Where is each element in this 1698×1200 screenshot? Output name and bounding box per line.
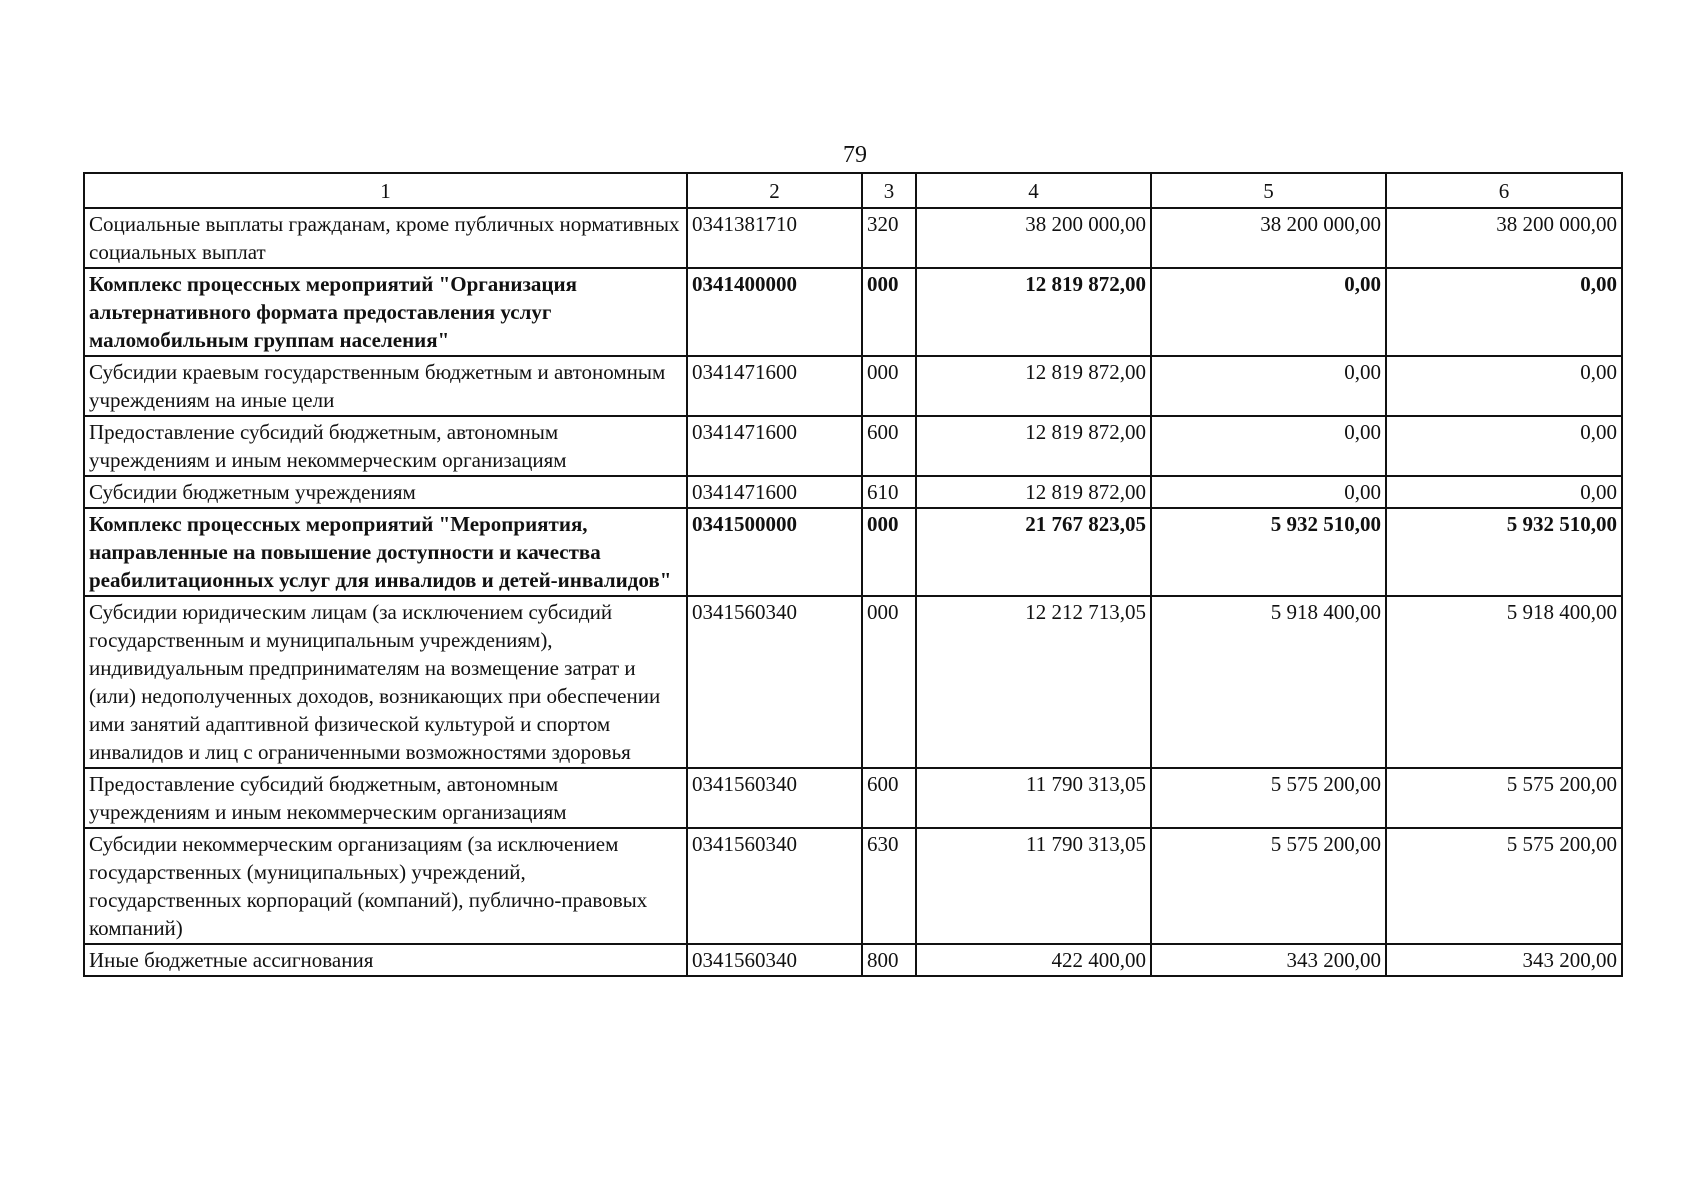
expense-type-code: 610 bbox=[862, 476, 916, 508]
amount-col-5: 0,00 bbox=[1151, 268, 1386, 356]
amount-col-5: 343 200,00 bbox=[1151, 944, 1386, 976]
amount-col-5: 0,00 bbox=[1151, 416, 1386, 476]
target-article-code: 0341500000 bbox=[687, 508, 862, 596]
expense-type-code: 600 bbox=[862, 416, 916, 476]
item-name: Субсидии бюджетным учреждениям bbox=[84, 476, 687, 508]
expense-type-code: 000 bbox=[862, 356, 916, 416]
target-article-code: 0341560340 bbox=[687, 944, 862, 976]
amount-col-4: 12 819 872,00 bbox=[916, 476, 1151, 508]
table-row bbox=[84, 356, 1622, 416]
table-row bbox=[84, 208, 1622, 268]
amount-col-5: 5 575 200,00 bbox=[1151, 828, 1386, 944]
amount-col-4: 12 212 713,05 bbox=[916, 596, 1151, 768]
amount-col-5: 0,00 bbox=[1151, 356, 1386, 416]
amount-col-4: 422 400,00 bbox=[916, 944, 1151, 976]
item-name: Социальные выплаты гражданам, кроме публичных нормативных социальных выплат bbox=[84, 208, 687, 268]
amount-col-6: 0,00 bbox=[1386, 356, 1622, 416]
amount-col-6: 0,00 bbox=[1386, 476, 1622, 508]
amount-col-6: 5 932 510,00 bbox=[1386, 508, 1622, 596]
amount-col-5: 0,00 bbox=[1151, 476, 1386, 508]
header-row bbox=[84, 173, 1622, 208]
column-header: 1 bbox=[84, 173, 687, 208]
item-name: Субсидии краевым государственным бюджетным и автономным учреждениям на иные цели bbox=[84, 356, 687, 416]
target-article-code: 0341471600 bbox=[687, 476, 862, 508]
amount-col-4: 38 200 000,00 bbox=[916, 208, 1151, 268]
table-row bbox=[84, 416, 1622, 476]
table-row bbox=[84, 768, 1622, 828]
amount-col-6: 343 200,00 bbox=[1386, 944, 1622, 976]
target-article-code: 0341400000 bbox=[687, 268, 862, 356]
item-name: Комплекс процессных мероприятий "Организация альтернативного формата предоставления услуг маломобильным группам населения" bbox=[84, 268, 687, 356]
target-article-code: 0341471600 bbox=[687, 416, 862, 476]
table-row bbox=[84, 828, 1622, 944]
amount-col-4: 12 819 872,00 bbox=[916, 356, 1151, 416]
amount-col-4: 21 767 823,05 bbox=[916, 508, 1151, 596]
item-name: Предоставление субсидий бюджетным, автономным учреждениям и иным некоммерческим организациям bbox=[84, 416, 687, 476]
target-article-code: 0341560340 bbox=[687, 828, 862, 944]
table-row bbox=[84, 508, 1622, 596]
page-number: 79 bbox=[843, 142, 867, 168]
amount-col-5: 5 932 510,00 bbox=[1151, 508, 1386, 596]
expense-type-code: 600 bbox=[862, 768, 916, 828]
column-header: 3 bbox=[862, 173, 916, 208]
table-row bbox=[84, 476, 1622, 508]
amount-col-5: 5 575 200,00 bbox=[1151, 768, 1386, 828]
target-article-code: 0341560340 bbox=[687, 596, 862, 768]
amount-col-4: 12 819 872,00 bbox=[916, 268, 1151, 356]
amount-col-6: 0,00 bbox=[1386, 268, 1622, 356]
target-article-code: 0341381710 bbox=[687, 208, 862, 268]
target-article-code: 0341560340 bbox=[687, 768, 862, 828]
item-name: Субсидии некоммерческим организациям (за исключением государственных (муниципальных) учреждений, государственных корпораций (компаний), публично-правовых компаний) bbox=[84, 828, 687, 944]
expense-type-code: 000 bbox=[862, 596, 916, 768]
expense-type-code: 800 bbox=[862, 944, 916, 976]
amount-col-6: 38 200 000,00 bbox=[1386, 208, 1622, 268]
item-name: Иные бюджетные ассигнования bbox=[84, 944, 687, 976]
amount-col-4: 11 790 313,05 bbox=[916, 768, 1151, 828]
amount-col-6: 5 575 200,00 bbox=[1386, 828, 1622, 944]
item-name: Субсидии юридическим лицам (за исключением субсидий государственным и муниципальным учреждениям), индивидуальным предпринимателям на возмещение затрат и (или) недополученных доходов, возникающих при обеспечении ими занятий адаптивной физической культурой и спортом инвалидов и лиц с ограниченными возможностями здоровья bbox=[84, 596, 687, 768]
expense-type-code: 320 bbox=[862, 208, 916, 268]
expense-type-code: 000 bbox=[862, 508, 916, 596]
column-header: 6 bbox=[1386, 173, 1622, 208]
amount-col-5: 5 918 400,00 bbox=[1151, 596, 1386, 768]
expense-type-code: 630 bbox=[862, 828, 916, 944]
amount-col-6: 0,00 bbox=[1386, 416, 1622, 476]
column-header: 5 bbox=[1151, 173, 1386, 208]
amount-col-6: 5 575 200,00 bbox=[1386, 768, 1622, 828]
item-name: Предоставление субсидий бюджетным, автономным учреждениям и иным некоммерческим организациям bbox=[84, 768, 687, 828]
item-name: Комплекс процессных мероприятий "Мероприятия, направленные на повышение доступности и качества реабилитационных услуг для инвалидов и детей-инвалидов" bbox=[84, 508, 687, 596]
amount-col-4: 12 819 872,00 bbox=[916, 416, 1151, 476]
column-header: 2 bbox=[687, 173, 862, 208]
amount-col-5: 38 200 000,00 bbox=[1151, 208, 1386, 268]
table-row bbox=[84, 944, 1622, 976]
budget-table bbox=[83, 172, 1623, 977]
target-article-code: 0341471600 bbox=[687, 356, 862, 416]
table-row bbox=[84, 596, 1622, 768]
column-header: 4 bbox=[916, 173, 1151, 208]
amount-col-4: 11 790 313,05 bbox=[916, 828, 1151, 944]
amount-col-6: 5 918 400,00 bbox=[1386, 596, 1622, 768]
table-row bbox=[84, 268, 1622, 356]
expense-type-code: 000 bbox=[862, 268, 916, 356]
